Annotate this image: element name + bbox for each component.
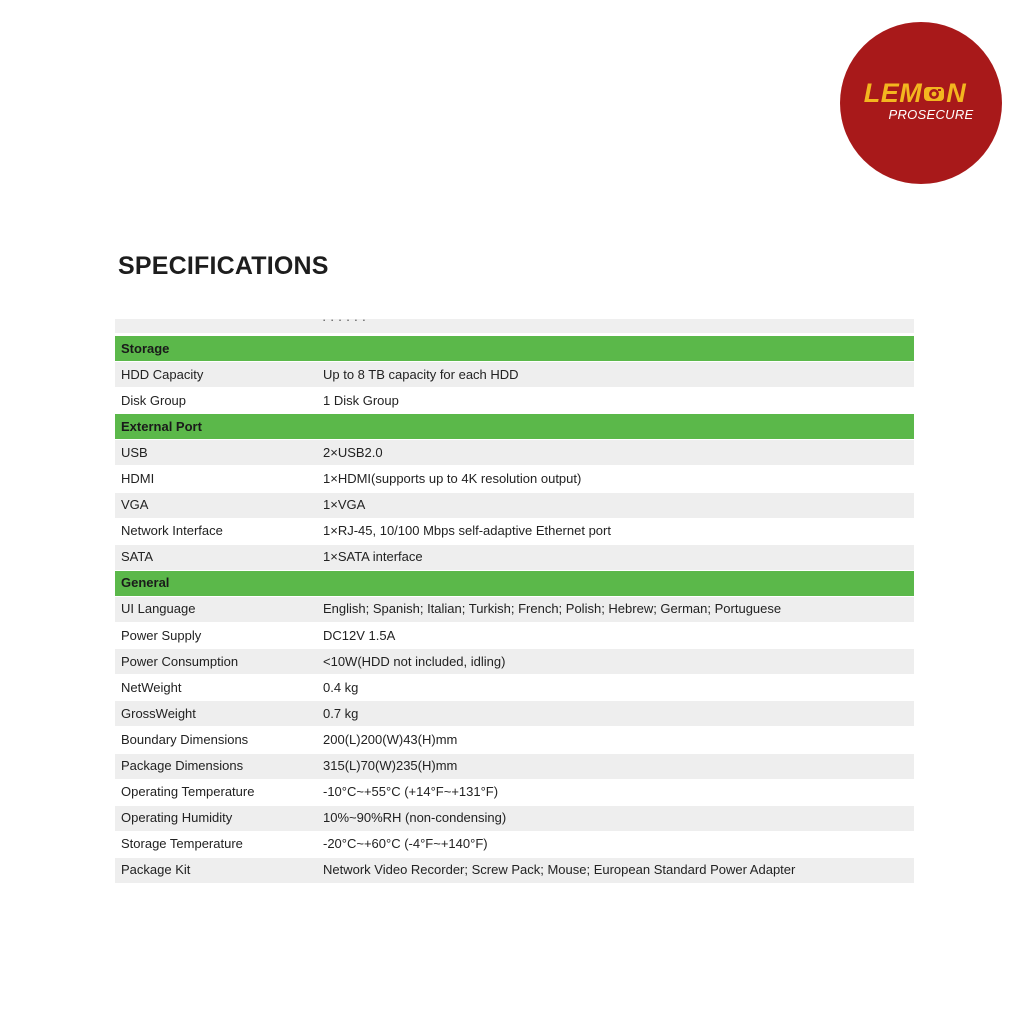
truncated-row-text: · · · · · · xyxy=(322,319,367,327)
spec-key: VGA xyxy=(115,492,317,518)
spec-row xyxy=(115,544,914,570)
spec-row xyxy=(115,753,914,779)
logo-wordmark-left: LEM xyxy=(863,78,923,108)
spec-row xyxy=(115,805,914,831)
spec-value: 1×VGA xyxy=(317,492,914,518)
spec-key: Network Interface xyxy=(115,518,317,544)
spec-row xyxy=(115,362,914,388)
spec-value: 0.7 kg xyxy=(317,701,914,727)
spec-value: DC12V 1.5A xyxy=(317,623,914,649)
spec-value: -20°C~+60°C (-4°F~+140°F) xyxy=(317,831,914,857)
spec-value: 315(L)70(W)235(H)mm xyxy=(317,753,914,779)
spec-key: Disk Group xyxy=(115,388,317,414)
spec-row xyxy=(115,701,914,727)
section-header: General xyxy=(115,570,914,596)
spec-table xyxy=(115,336,914,884)
spec-key: Package Kit xyxy=(115,857,317,883)
logo-tagline: PROSECURE xyxy=(888,107,974,122)
spec-key: Operating Humidity xyxy=(115,805,317,831)
section-header-row xyxy=(115,336,914,362)
spec-row xyxy=(115,831,914,857)
page-title: SPECIFICATIONS xyxy=(118,252,329,280)
spec-key: Package Dimensions xyxy=(115,753,317,779)
spec-key: SATA xyxy=(115,544,317,570)
spec-row xyxy=(115,649,914,675)
spec-row xyxy=(115,779,914,805)
brand-logo xyxy=(840,22,1002,184)
spec-value: <10W(HDD not included, idling) xyxy=(317,649,914,675)
spec-key: GrossWeight xyxy=(115,701,317,727)
spec-row xyxy=(115,623,914,649)
spec-row xyxy=(115,518,914,544)
spec-key: Storage Temperature xyxy=(115,831,317,857)
spec-row xyxy=(115,675,914,701)
spec-row xyxy=(115,388,914,414)
camera-lens-icon xyxy=(923,79,945,97)
spec-value: 1×SATA interface xyxy=(317,544,914,570)
spec-value: 1×RJ-45, 10/100 Mbps self-adaptive Ethernet port xyxy=(317,518,914,544)
spec-key: Power Supply xyxy=(115,623,317,649)
spec-value: 1×HDMI(supports up to 4K resolution output) xyxy=(317,466,914,492)
spec-key: UI Language xyxy=(115,596,317,622)
section-header-row xyxy=(115,414,914,440)
spec-key: HDD Capacity xyxy=(115,362,317,388)
spec-row xyxy=(115,466,914,492)
spec-value: English; Spanish; Italian; Turkish; French; Polish; Hebrew; German; Portuguese xyxy=(317,596,914,622)
spec-key: Power Consumption xyxy=(115,649,317,675)
section-header: Storage xyxy=(115,336,914,362)
spec-row xyxy=(115,440,914,466)
spec-key: USB xyxy=(115,440,317,466)
spec-row xyxy=(115,857,914,883)
spec-table-body xyxy=(115,336,914,883)
spec-value: 0.4 kg xyxy=(317,675,914,701)
logo-wordmark-right: N xyxy=(946,78,967,108)
spec-row xyxy=(115,596,914,622)
spec-value: 10%~90%RH (non-condensing) xyxy=(317,805,914,831)
spec-value: 1 Disk Group xyxy=(317,388,914,414)
spec-row xyxy=(115,492,914,518)
spec-key: HDMI xyxy=(115,466,317,492)
spec-key: Boundary Dimensions xyxy=(115,727,317,753)
spec-value: -10°C~+55°C (+14°F~+131°F) xyxy=(317,779,914,805)
spec-value: 200(L)200(W)43(H)mm xyxy=(317,727,914,753)
spec-value: Network Video Recorder; Screw Pack; Mouse; European Standard Power Adapter xyxy=(317,857,914,883)
spec-value: 2×USB2.0 xyxy=(317,440,914,466)
spec-row xyxy=(115,727,914,753)
spec-key: Operating Temperature xyxy=(115,779,317,805)
spec-key: NetWeight xyxy=(115,675,317,701)
logo-wordmark xyxy=(848,78,982,108)
truncated-row xyxy=(115,319,914,333)
section-header-row xyxy=(115,570,914,596)
section-header: External Port xyxy=(115,414,914,440)
spec-value: Up to 8 TB capacity for each HDD xyxy=(317,362,914,388)
